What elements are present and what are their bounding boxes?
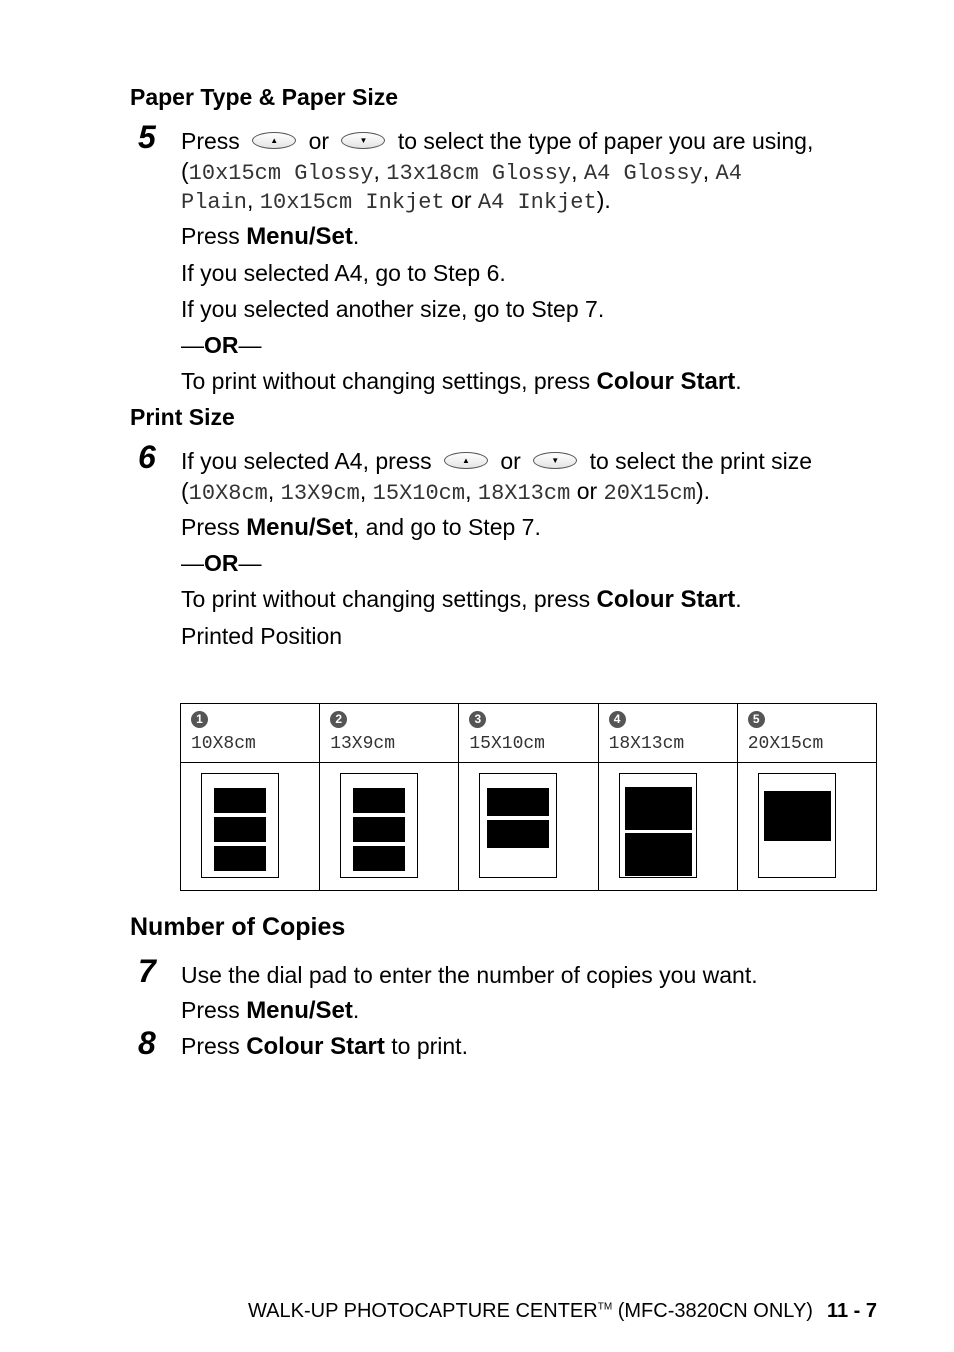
- menu-set-key: Menu/Set: [246, 997, 353, 1024]
- footer-model: (MFC-3820CN ONLY): [617, 1300, 813, 1322]
- instruction-text: to print.: [391, 1033, 468, 1059]
- colour-start-key: Colour Start: [596, 368, 736, 395]
- page-footer: [248, 1300, 877, 1323]
- size-13x9: 13X9cm: [280, 481, 360, 506]
- press-text: Press: [181, 1033, 240, 1059]
- instruction-text: to select the type of paper you are using,: [397, 128, 814, 154]
- position-cell-1: [181, 704, 320, 763]
- instruction-text: To print without changing settings, press: [181, 368, 591, 394]
- dash: —: [238, 550, 262, 576]
- photo-block: [487, 788, 549, 816]
- menu-set-key: Menu/Set: [246, 223, 353, 250]
- position-label-5: 20X15cm: [747, 734, 824, 754]
- photo-block: [353, 846, 405, 871]
- step5-no-change: [181, 367, 742, 396]
- position-cell-4: [598, 704, 737, 763]
- position-number-2: 2: [330, 711, 347, 728]
- position-label-1: 10X8cm: [191, 734, 256, 754]
- paren-open: (: [181, 158, 189, 184]
- press-text: Press: [181, 514, 240, 540]
- paren-close: ).: [695, 478, 711, 504]
- down-arrow-button: [533, 452, 577, 469]
- section-heading-copies: Number of Copies: [130, 913, 346, 941]
- step6-press-menu: [181, 513, 541, 542]
- down-arrow-button: [341, 132, 385, 149]
- step6-line2: [181, 477, 710, 508]
- layout-cell-2: [320, 763, 459, 891]
- dash: —: [181, 332, 204, 358]
- up-arrow-button: [252, 132, 296, 149]
- step6-line1: [181, 447, 812, 475]
- paper-sheet-icon: [340, 773, 418, 878]
- up-arrow-button: [444, 452, 488, 469]
- step5-line1: [181, 127, 813, 155]
- instruction-text: If you selected A4, press: [181, 448, 432, 474]
- option-a4-plain-a: A4: [715, 161, 742, 186]
- option-a4-glossy: A4 Glossy: [583, 161, 703, 186]
- position-number-4: 4: [609, 711, 626, 728]
- comma: ,: [267, 478, 275, 504]
- press-text: Press: [181, 128, 240, 154]
- colour-start-key: Colour Start: [596, 586, 736, 613]
- option-13x18-glossy: 13x18cm Glossy: [386, 161, 572, 186]
- period: .: [352, 223, 360, 249]
- comma: ,: [247, 187, 254, 213]
- step5-if-a4: If you selected A4, go to Step 6.: [181, 260, 506, 286]
- comma: ,: [465, 478, 472, 504]
- paper-sheet-icon: [479, 773, 557, 878]
- comma: ,: [571, 158, 578, 184]
- or-text: or: [308, 128, 330, 154]
- position-cell-2: [320, 704, 459, 763]
- position-label-3: 15X10cm: [469, 734, 545, 754]
- paren-close: ).: [596, 187, 611, 213]
- section-heading-paper-type: Paper Type & Paper Size: [130, 84, 399, 110]
- photo-block: [625, 833, 692, 876]
- position-number-3: 3: [469, 711, 486, 728]
- photo-block: [214, 846, 266, 871]
- press-text: Press: [181, 997, 240, 1023]
- size-10x8: 10X8cm: [188, 481, 268, 506]
- or-word: OR: [204, 550, 239, 576]
- paper-sheet-icon: [201, 773, 279, 878]
- size-18x13: 18X13cm: [477, 481, 571, 506]
- photo-block: [353, 788, 405, 813]
- or-word: OR: [204, 332, 239, 358]
- or-text: or: [451, 187, 472, 213]
- table-header-row: [181, 704, 877, 763]
- photo-block: [764, 791, 831, 841]
- trademark-mark: TM: [597, 1301, 613, 1313]
- up-arrow-icon: ▲: [270, 136, 279, 146]
- photo-block: [487, 820, 549, 848]
- or-text: or: [576, 478, 598, 504]
- step5-line3: [181, 186, 611, 217]
- step-number-7: 7: [138, 953, 156, 989]
- page-number: 11 - 7: [826, 1300, 877, 1322]
- comma: ,: [373, 158, 380, 184]
- comma: ,: [359, 478, 367, 504]
- photo-block: [625, 787, 692, 830]
- position-number-1: 1: [191, 711, 208, 728]
- size-15x10: 15X10cm: [372, 481, 466, 506]
- period: .: [352, 997, 360, 1023]
- or-divider: [181, 549, 262, 577]
- photo-block: [214, 817, 266, 842]
- position-cell-5: [737, 704, 876, 763]
- printed-position-label: Printed Position: [181, 623, 343, 649]
- paren-open: (: [181, 478, 189, 504]
- period: .: [735, 586, 742, 612]
- option-10x15-inkjet: 10x15cm Inkjet: [259, 190, 445, 215]
- paper-sheet-icon: [619, 773, 697, 878]
- photo-block: [214, 788, 266, 813]
- instruction-text: To print without changing settings, press: [181, 586, 591, 612]
- step7-press-menu: [181, 996, 359, 1025]
- period: .: [735, 368, 742, 394]
- step5-if-other: If you selected another size, go to Step 7.: [181, 296, 605, 322]
- layout-cell-4: [598, 763, 737, 891]
- or-text: or: [500, 448, 521, 474]
- paper-sheet-icon: [758, 773, 836, 878]
- step8-text: [181, 1032, 468, 1061]
- step-number-8: 8: [138, 1025, 156, 1061]
- layout-cell-3: [459, 763, 598, 891]
- instruction-text: to select the print size: [589, 448, 813, 474]
- table-image-row: [181, 763, 877, 891]
- step5-line2: [181, 157, 742, 188]
- layout-cell-1: [181, 763, 320, 891]
- instruction-text: , and go to Step 7.: [352, 514, 541, 540]
- option-a4-plain-b: Plain: [181, 190, 248, 215]
- position-label-4: 18X13cm: [608, 734, 685, 754]
- position-number-5: 5: [748, 711, 765, 728]
- colour-start-key: Colour Start: [246, 1033, 385, 1060]
- size-20x15: 20X15cm: [603, 481, 696, 506]
- photo-block: [353, 817, 405, 842]
- step-number-5: 5: [138, 119, 156, 155]
- section-heading-print-size: Print Size: [130, 404, 235, 430]
- dash: —: [238, 332, 262, 358]
- press-text: Press: [181, 223, 240, 249]
- down-arrow-icon: ▼: [551, 456, 560, 466]
- footer-title: WALK-UP PHOTOCAPTURE CENTER: [248, 1300, 598, 1322]
- option-a4-inkjet: A4 Inkjet: [477, 190, 597, 215]
- or-divider: [181, 331, 262, 359]
- position-cell-3: [459, 704, 598, 763]
- step-number-6: 6: [138, 439, 156, 475]
- position-label-2: 13X9cm: [330, 734, 395, 754]
- step6-no-change: [181, 585, 742, 614]
- option-10x15-glossy: 10x15cm Glossy: [188, 161, 374, 186]
- up-arrow-icon: ▲: [462, 456, 470, 466]
- layout-cell-5: [737, 763, 876, 891]
- menu-set-key: Menu/Set: [246, 514, 353, 541]
- down-arrow-icon: ▼: [359, 136, 368, 146]
- printed-position-table: [180, 703, 877, 891]
- step5-press-menu: [181, 222, 359, 251]
- comma: ,: [702, 158, 710, 184]
- step7-text: Use the dial pad to enter the number of copies you want.: [181, 962, 758, 988]
- dash: —: [181, 550, 204, 576]
